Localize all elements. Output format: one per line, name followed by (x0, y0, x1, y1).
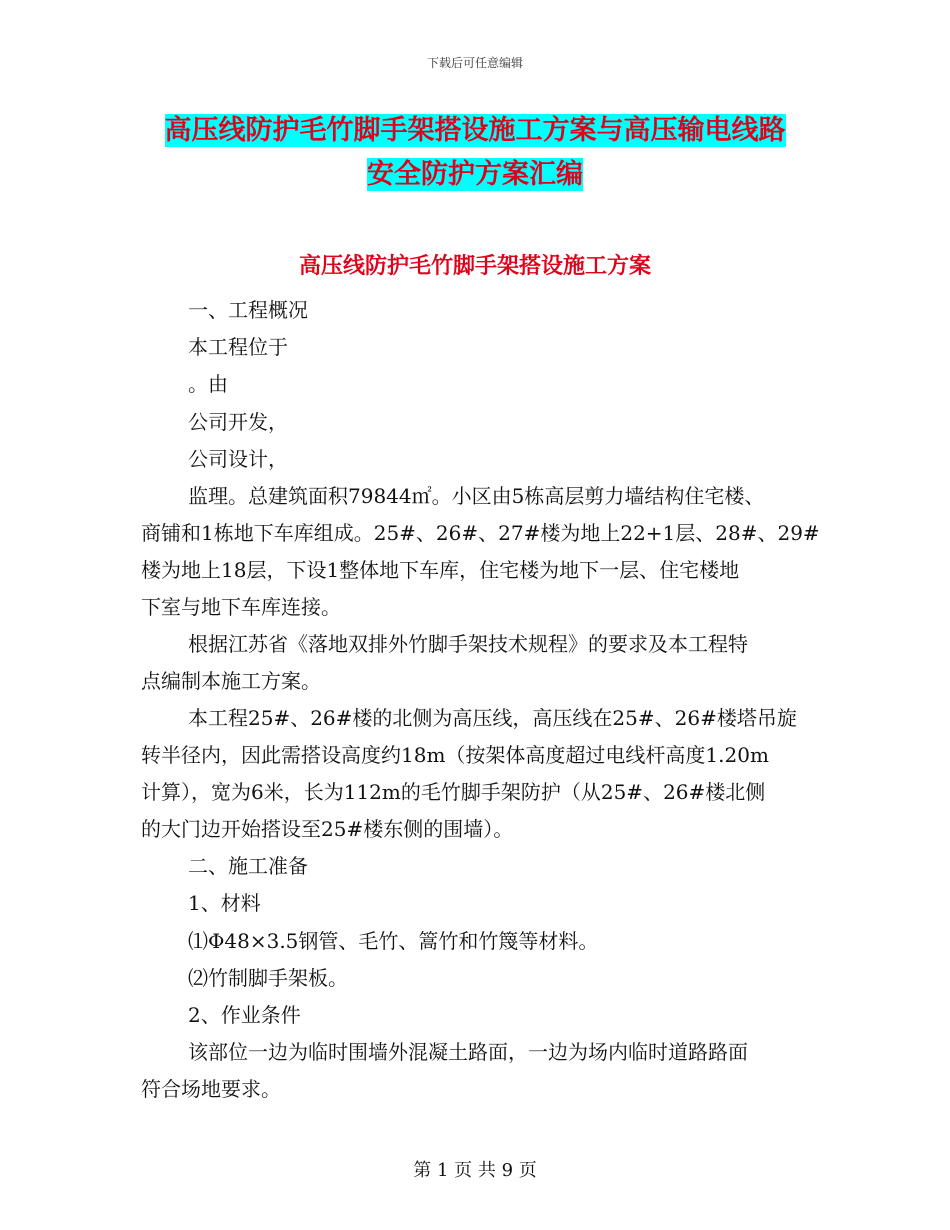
body-line: 符合场地要求。 (141, 1077, 281, 1101)
body-line: 该部位一边为临时围墙外混凝土路面，一边为场内临时道路路面 (188, 1040, 748, 1064)
subheading-materials: 1、材料 (188, 891, 261, 915)
title-line-1-text: 高压线防护毛竹脚手架搭设施工方案与高压输电线路 (164, 115, 786, 146)
body-line: ⑴Φ48×3.5钢管、毛竹、篙竹和竹篾等材料。 (188, 929, 599, 953)
heading-project-overview: 一、工程概况 (188, 298, 308, 322)
body-line: 转半径内，因此需搭设高度约18m（按架体高度超过电线杆高度1.20m (141, 743, 769, 767)
subheading-work-conditions: 2、作业条件 (188, 1003, 301, 1027)
body-line: 公司设计， (188, 447, 288, 471)
body-line: 下室与地下车库连接。 (141, 595, 341, 619)
document-title-line-1 (0, 114, 950, 148)
title-line-2-text: 安全防护方案汇编 (367, 159, 583, 190)
page-footer: 第 1 页 共 9 页 (413, 1160, 537, 1181)
body-line: 商铺和1栋地下车库组成。25#、26#、27#楼为地上22+1层、28#、29# (141, 521, 820, 545)
document-title-line-2 (0, 158, 950, 192)
body-line: 点编制本施工方案。 (141, 669, 321, 693)
body-line: 本工程25#、26#楼的北侧为高压线，高压线在25#、26#楼塔吊旋 (188, 706, 797, 730)
body-line: 的大门边开始搭设至25#楼东侧的围墙）。 (141, 817, 514, 841)
body-line: 本工程位于 (188, 335, 288, 359)
heading-construction-preparation: 二、施工准备 (188, 854, 308, 878)
body-line: 。由 (188, 372, 228, 396)
body-line: 根据江苏省《落地双排外竹脚手架技术规程》的要求及本工程特 (188, 632, 748, 656)
header-note: 下载后可任意编辑 (426, 56, 523, 70)
body-line: 计算），宽为6米，长为112m的毛竹脚手架防护（从25#、26#楼北侧 (141, 780, 766, 804)
body-line: 监理。总建筑面积79844㎡。小区由5栋高层剪力墙结构住宅楼、 (188, 484, 765, 508)
section-title: 高压线防护毛竹脚手架搭设施工方案 (298, 254, 651, 279)
body-line: 楼为地上18层，下设1整体地下车库，住宅楼为地下一层、住宅楼地 (141, 558, 740, 582)
body-line: 公司开发， (188, 410, 288, 434)
body-line: ⑵竹制脚手架板。 (188, 966, 348, 990)
